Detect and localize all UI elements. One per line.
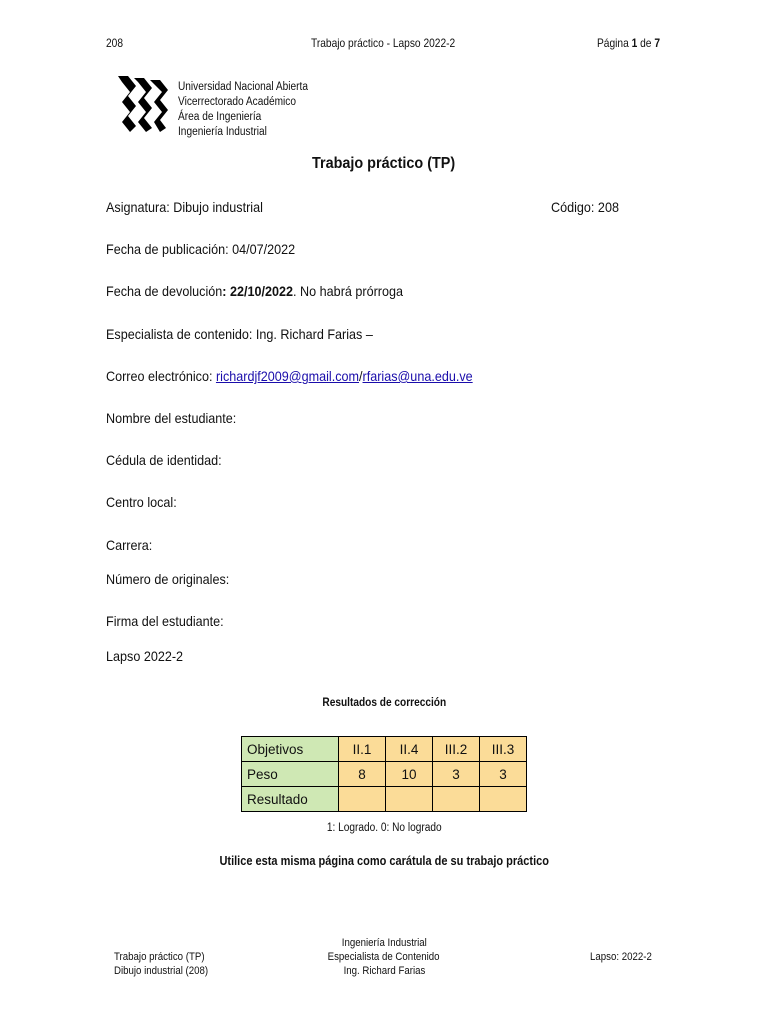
table-row: [242, 737, 527, 762]
results-table: [241, 736, 527, 812]
resultado-cell[interactable]: [433, 787, 480, 812]
devolucion-date: 22/10/2022: [229, 283, 294, 299]
lapso-field: Lapso 2022-2: [106, 648, 184, 664]
peso-cell: 8: [339, 762, 386, 787]
devolucion-colon: :: [222, 283, 227, 299]
devolucion-field: [106, 283, 403, 299]
resultado-cell[interactable]: [480, 787, 527, 812]
page-title: [0, 155, 768, 173]
footer-line: Especialista de Contenido: [328, 951, 440, 963]
footer-line: Trabajo práctico (TP): [114, 951, 205, 963]
footer-line: Dibujo industrial (208): [114, 965, 209, 977]
instruction: [0, 854, 768, 868]
header-code: 208: [106, 36, 124, 50]
institution-line: Ingeniería Industrial: [178, 126, 267, 138]
centro-field: Centro local:: [106, 494, 177, 510]
footer-center: [0, 936, 768, 978]
page-title-text: Trabajo práctico (TP): [312, 155, 456, 172]
email-link-2[interactable]: rfarias@una.edu.ve: [362, 368, 473, 384]
institution-line: Universidad Nacional Abierta: [178, 81, 308, 93]
footer-right: Lapso: 2022-2: [590, 951, 652, 963]
header-title: Trabajo práctico - Lapso 2022-2: [311, 36, 456, 50]
objetivo-cell: II.1: [339, 737, 386, 762]
results-title: [0, 697, 768, 709]
results-legend-text: 1: Logrado. 0: No logrado: [326, 822, 442, 834]
correo-separator: /: [359, 368, 363, 384]
firma-field: Firma del estudiante:: [106, 613, 224, 629]
instruction-text: Utilice esta misma página como carátula de su trabajo práctico: [219, 854, 549, 868]
publicacion-field: Fecha de publicación: 04/07/2022: [106, 241, 296, 257]
page-prefix: Página: [597, 36, 629, 50]
objetivo-cell: II.4: [386, 737, 433, 762]
row-label-resultado: Resultado: [242, 787, 339, 812]
institution-block: [178, 80, 308, 140]
resultado-cell[interactable]: [339, 787, 386, 812]
institution-line: Vicerrectorado Académico: [178, 96, 296, 108]
asignatura-field: Asignatura: Dibujo industrial: [106, 199, 263, 215]
resultado-cell[interactable]: [386, 787, 433, 812]
una-logo-icon: [116, 76, 170, 132]
page-number: 1: [631, 36, 638, 50]
results-title-text: Resultados de corrección: [322, 697, 446, 709]
table-row: [242, 787, 527, 812]
correo-label: Correo electrónico:: [106, 368, 216, 384]
email-link-1[interactable]: richardjf2009@gmail.com: [215, 368, 360, 384]
peso-cell: 3: [480, 762, 527, 787]
results-legend: [0, 822, 768, 834]
correo-field: [106, 368, 473, 384]
originales-field: Número de originales:: [106, 571, 230, 587]
especialista-field: Especialista de contenido: Ing. Richard Farias –: [106, 326, 373, 342]
row-label-peso: Peso: [242, 762, 339, 787]
nombre-field: Nombre del estudiante:: [106, 410, 237, 426]
peso-cell: 3: [433, 762, 480, 787]
peso-cell: 10: [386, 762, 433, 787]
cedula-field: Cédula de identidad:: [106, 452, 222, 468]
devolucion-note: . No habrá prórroga: [293, 283, 404, 299]
objetivo-cell: III.2: [433, 737, 480, 762]
carrera-field: Carrera:: [106, 537, 153, 553]
table-row: [242, 762, 527, 787]
page-of: de: [640, 36, 652, 50]
page-total: 7: [654, 36, 661, 50]
devolucion-label: Fecha de devolución: [106, 283, 223, 299]
footer-line: Ing. Richard Farias: [343, 965, 425, 977]
footer-line: Ingeniería Industrial: [341, 937, 427, 949]
row-label-objetivos: Objetivos: [242, 737, 339, 762]
institution-line: Área de Ingeniería: [178, 111, 262, 123]
header-page: [597, 36, 660, 50]
objetivo-cell: III.3: [480, 737, 527, 762]
codigo-field: Código: 208: [551, 199, 619, 215]
